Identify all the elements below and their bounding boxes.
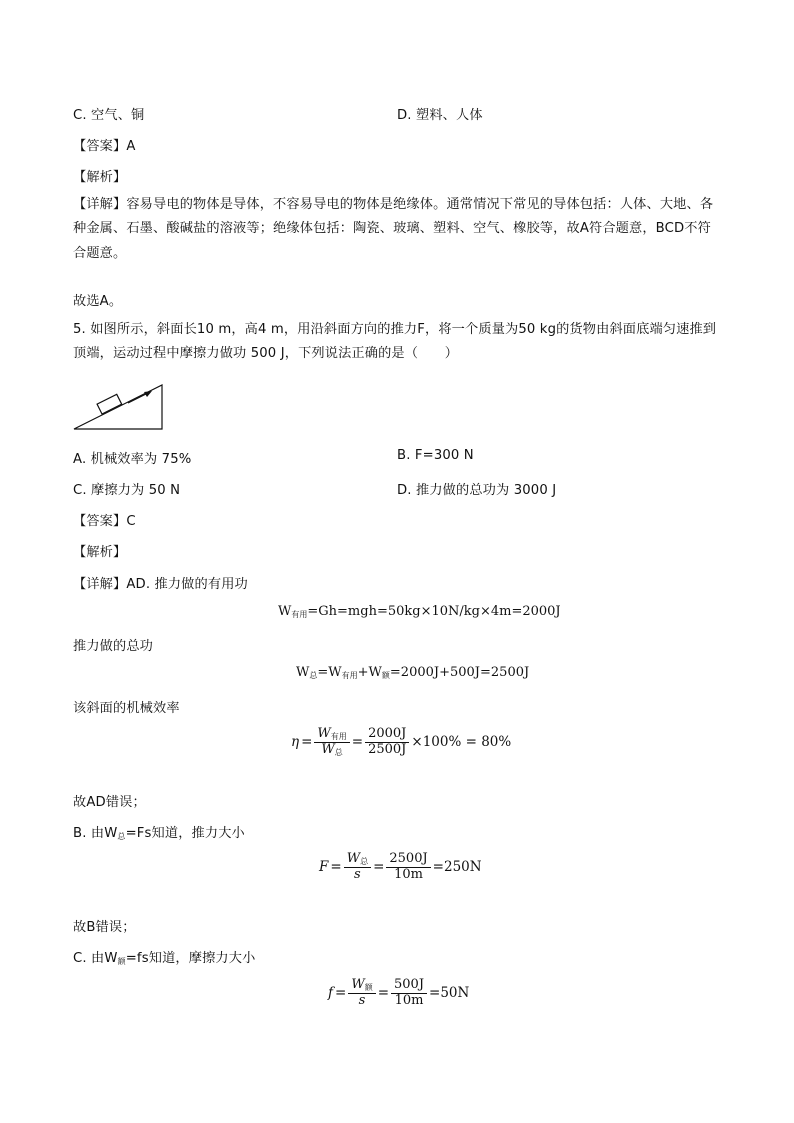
- incline-diagram: [72, 381, 166, 431]
- b-explanation: B. 由$W_总=Fs$知道，推力大小: [73, 826, 245, 841]
- q5-option-b: B. F=300 N: [397, 448, 474, 463]
- equation-force: F = $\frac{W_总}{s}$ = $\frac{2500J}{10m}$ =250N: [319, 851, 482, 882]
- equation-useful-work: $W_{有用}=Gh=mgh=50kg\times 10N/kg\times 4m=2000J$: [278, 604, 561, 619]
- equation-friction: f = $\frac{W_额}{s}$ = $\frac{500J}{10m}$ =50N: [328, 977, 470, 1008]
- q5-option-a: A. 机械效率为 75%: [73, 452, 192, 467]
- equation-total-work: $W_总=W_{有用}+W_额=2000J+500J=2500J$: [296, 665, 530, 680]
- q5-option-d: D. 推力做的总功为 3000 J: [397, 483, 557, 498]
- q5-detail-ad: 【详解】AD. 推力做的有用功: [73, 577, 248, 592]
- efficiency-label: 该斜面的机械效率: [73, 701, 180, 716]
- equation-efficiency: η = $\frac{W_{有用}}{W_总}$ = $\frac{2000J}{2500J}$ ×100% = 80%: [291, 726, 512, 757]
- b-wrong: 故B错误；: [73, 920, 136, 935]
- push-arrow-line: [128, 393, 148, 403]
- q5-option-c: C. 摩擦力为 50 N: [73, 483, 181, 498]
- q4-detail: 【详解】容易导电的物体是导体，不容易导电的物体是绝缘体。通常情况下常见的导体包括：人体、大地、各种金属、石墨、酸碱盐的溶液等；绝缘体包括：陶瓷、玻璃、塑料、空气、橡胶等，故A符合题意，BCD不符合题意。: [73, 197, 714, 261]
- q4-analysis-heading: 【解析】: [73, 170, 127, 185]
- q5-analysis-heading: 【解析】: [73, 545, 127, 560]
- c-explanation: C. 由$W_额=fs$知道，摩擦力大小: [73, 951, 256, 966]
- option-c-prev: C. 空气、铜: [73, 108, 145, 123]
- q5-answer: 【答案】C: [73, 514, 136, 529]
- ad-wrong: 故AD错误；: [73, 795, 146, 810]
- option-d-prev: D. 塑料、人体: [397, 108, 483, 123]
- q4-conclusion: 故选A。: [73, 294, 123, 309]
- q5-stem: 5. 如图所示，斜面长10 m，高4 m，用沿斜面方向的推力F，将一个质量为50 kg的货物由斜面底端匀速推到顶端，运动过程中摩擦力做功 500 J，下列说法正确的是（ ）: [73, 322, 717, 362]
- total-work-label: 推力做的总功: [73, 639, 154, 654]
- q4-answer: 【答案】A: [73, 139, 136, 154]
